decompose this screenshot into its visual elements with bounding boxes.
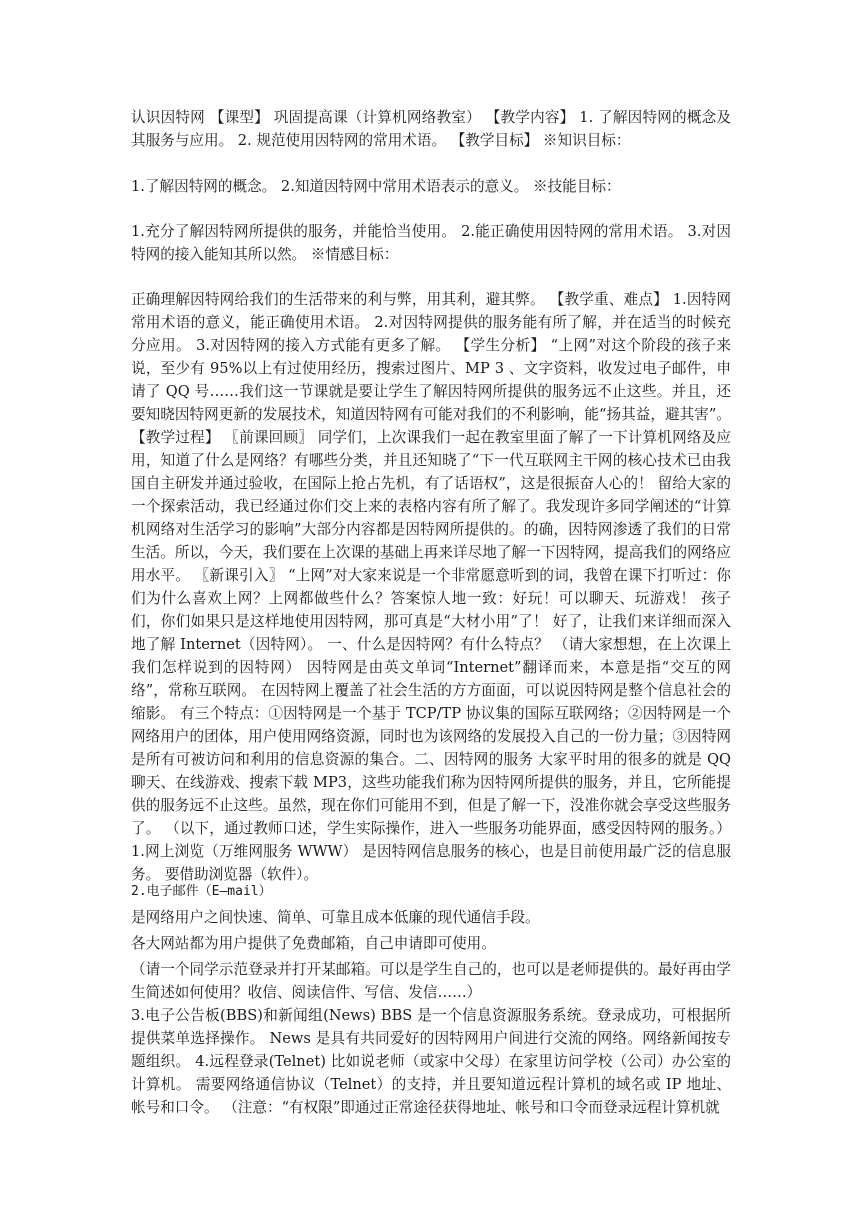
line-email-free: 各大网站都为用户提供了免费邮箱，自己申请即可使用。 <box>131 935 496 952</box>
paragraph-lesson-body: 正确理解因特网给我们的生活带来的利与弊，用其利，避其弊。 【教学重、难点】 1.因特网常用术语的意义，能正确使用术语。 2.对因特网提供的服务能有所了解，并在适当的时候充分应用。 3.对因特网的接入方式能有更多了解。 【学生分析】 “上网”对这个阶段的孩子来说，至少有 95%以上有过使用经历，搜索过图片、MP 3 、文字资料，收发过电子邮件，申请了 QQ 号……我们这一节课就是要让学生了解因特网所提供的服务远不止这些。并且，还要知晓因特网更新的发展技术，知道因特网有可能对我们的不利影响，能“扬其益，避其害”。 【教学过程】 〖前课回顾〗 同学们，上次课我们一起在教室里面了解了一下计算机网络及应用，知道了什么是网络？有哪些分类，并且还知晓了“下一代互联网主干网的核心技术已由我国自主研发并通过验收，在国际上抢占先机，有了话语权”，这是很振奋人心的！ 留给大家的一个探索活动，我已经通过你们交上来的表格内容有所了解了。我发现许多同学阐述的“计算机网络对生活学习的影响”大部分内容都是因特网所提供的。的确，因特网渗透了我们的日常生活。所以，今天，我们要在上次课的基础上再来详尽地了解一下因特网，提高我们的网络应用水平。 〖新课引入〗 “上网”对大家来说是一个非常愿意听到的词，我曾在课下打听过：你们为什么喜欢上网？上网都做些什么？答案惊人地一致：好玩！可以聊天、玩游戏！ 孩子们，你们如果只是这样地使用因特网，那可真是“大材小用”了！ 好了，让我们来详细而深入地了解 Internet（因特网）。 一、什么是因特网？有什么特点？ （请大家想想，在上次课上我们怎样说到的因特网） 因特网是由英文单词“Internet”翻译而来，本意是指“交互的网络”，常称互联网。 在因特网上覆盖了社会生活的方方面面，可以说因特网是整个信息社会的缩影。 有三个特点：①因特网是一个基于 TCP/TP 协议集的国际互联网络；②因特网是一个网络用户的团体，用户使用网络资源，同时也为该网络的发展投入自己的一份力量；③因特网是所有可被访问和利用的信息资源的集合。二、因特网的服务 大家平时用的很多的就是 QQ 聊天、在线游戏、搜索下载 MP3，这些功能我们称为因特网所提供的服务，并且，它所能提供的服务远不止这些。虽然，现在你们可能用不到，但是了解一下，没准你就会享受这些服务了。 （以下，通过教师口述，学生实际操作，进入一些服务功能界面，感受因特网的服务。） 1.网上浏览（万维网服务 WWW） 是因特网信息服务的核心，也是目前使用最广泛的信息服务。 要借助浏览器（软件）。 <box>131 291 731 883</box>
paragraph-bbs-telnet: 3.电子公告板(BBS)和新闻组(News) BBS 是一个信息资源服务系统。登录成功，可根据所提供菜单选择操作。 News 是具有共同爱好的因特网用户间进行交流的网络。网络新闻按专题组织。 4.远程登录(Telnet) 比如说老师（或家中父母）在家里访问学校（公司）办公室的计算机。 需要网络通信协议（Telnet）的支持，并且要知道远程计算机的域名或 IP 地址、帐号和口令。 （注意：“有权限”即通过正常途径获得地址、帐号和口令而登录远程计算机就 <box>131 1007 731 1116</box>
line-email-desc: 是网络用户之间快速、简单、可靠且成本低廉的现代通信手段。 <box>131 909 540 926</box>
paragraph-knowledge-goals: 1.了解因特网的概念。 2.知道因特网中常用术语表示的意义。 ※技能目标： <box>131 178 621 195</box>
line-email-demo: （请一个同学示范登录并打开某邮箱。可以是学生自己的，也可以是老师提供的。最好再由学生简述如何使用？收信、阅读信件、写信、发信……） <box>131 961 731 1001</box>
heading-email: 2.电子邮件（E—mail） <box>131 884 272 899</box>
paragraph-intro: 认识因特网 【课型】 巩固提高课（计算机网络教室） 【教学内容】 1. 了解因特网的概念及其服务与应用。 2. 规范使用因特网的常用术语。 【教学目标】 ※知识目标： <box>131 109 731 149</box>
paragraph-skill-goals: 1.充分了解因特网所提供的服务，并能恰当使用。 2.能正确使用因特网的常用术语。 3.对因特网的接入能知其所以然。 ※情感目标： <box>131 223 731 263</box>
